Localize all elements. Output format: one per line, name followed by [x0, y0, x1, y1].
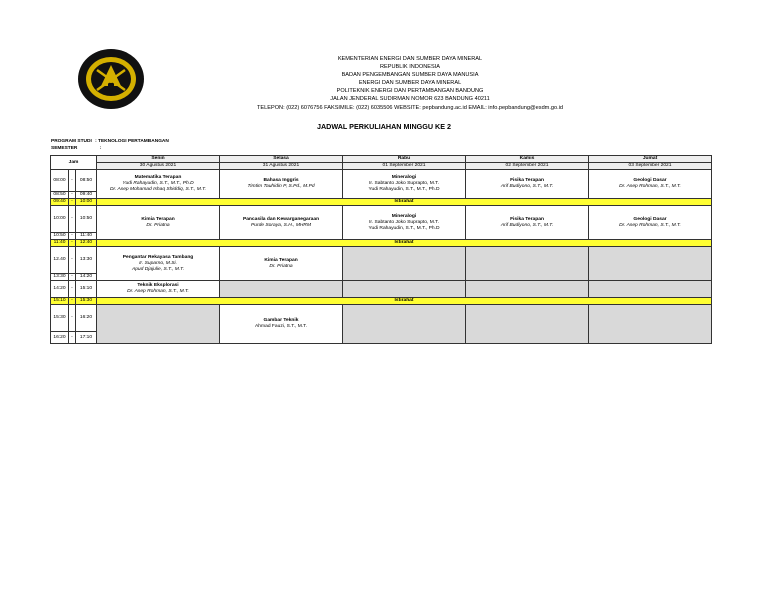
day-date: 30 Agustus 2021	[97, 163, 220, 170]
lecturer: Yudi Rahayudin, S.T., M.T., Ph.D	[368, 187, 440, 192]
course-name: Teknik Eksplorasi	[137, 283, 179, 288]
class-cell	[589, 206, 712, 240]
course-name: Fisika Terapan	[510, 216, 544, 222]
empty-cell	[466, 247, 589, 281]
table-row	[51, 247, 712, 274]
time-start: 15:30	[51, 305, 69, 332]
lecturer: Ir. Sabtanto Joko Suprapto, M.T.	[369, 219, 439, 225]
course-name: Mineralogi	[391, 213, 417, 219]
time-end: 12:40	[76, 240, 97, 247]
letterhead-line: REPUBLIK INDONESIA	[380, 64, 440, 71]
time-dash: -	[69, 298, 76, 305]
lecturer: Timtim Tauhidin P, S.Pd., M.Pd	[247, 184, 315, 189]
course-name: Pancasila dan Kewarganegaraan	[242, 216, 320, 222]
letterhead-line: POLITEKNIK ENERGI DAN PERTAMBANGAN BANDUNG	[336, 88, 484, 95]
course-name: Mineralogi	[391, 175, 417, 180]
lecturer: Purde Soraya, S.H., MHRM	[250, 222, 312, 228]
time-end: 11:40	[76, 233, 97, 240]
lecturer: Dr. Asep Mohamad Ishaq Shiddiq, S.T., M.T.	[109, 187, 207, 192]
day-date: 02 September 2021	[466, 163, 589, 170]
time-dash: -	[69, 192, 76, 199]
time-dash: -	[69, 240, 76, 247]
program-studi-value: : TEKNOLOGI PERTAMBANGAN	[95, 139, 169, 144]
time-start: 14:20	[51, 281, 69, 298]
course-name: Bahasa Inggris	[263, 178, 299, 183]
jam-header: Jam	[51, 156, 97, 170]
time-dash: -	[69, 281, 76, 298]
letterhead-line: JALAN JENDERAL SUDIRMAN NOMOR 623 BANDUNG 40211	[330, 96, 490, 103]
class-cell	[343, 206, 466, 240]
empty-cell	[589, 281, 712, 298]
program-studi-label: PROGRAM STUDI	[51, 139, 92, 144]
class-cell	[97, 247, 220, 281]
lecturer: Yudi Rahayudin, S.T., M.T., Ph.D	[122, 181, 194, 186]
time-dash: -	[69, 206, 76, 233]
class-cell	[97, 206, 220, 240]
empty-cell	[343, 305, 466, 344]
time-dash: -	[69, 247, 76, 274]
lecturer: Apud Djajulie, S.T., M.T.	[131, 266, 185, 272]
table-row	[51, 305, 712, 332]
day-header: Kamis	[466, 156, 589, 163]
break-row	[51, 240, 712, 247]
time-start: 16:20	[51, 332, 69, 344]
time-end: 10:00	[76, 199, 97, 206]
time-start: 15:10	[51, 298, 69, 305]
program-studi	[51, 139, 169, 144]
lecturer: Dr. Asep Rohman, S.T., M.T.	[619, 222, 681, 228]
empty-cell	[589, 247, 712, 281]
time-dash: -	[69, 332, 76, 344]
letterhead-line: KEMENTERIAN ENERGI DAN SUMBER DAYA MINERAL	[337, 56, 483, 62]
day-header: Rabu	[343, 156, 466, 163]
lecturer: Ahmad Fauzi, S.T., M.T.	[255, 324, 307, 329]
time-end: 14:20	[76, 274, 97, 281]
day-header: Selasa	[220, 156, 343, 163]
lecturer: Dr. Asep Rohman, S.T., M.T.	[127, 289, 189, 294]
table-row	[51, 206, 712, 233]
class-cell	[466, 206, 589, 240]
time-dash: -	[69, 305, 76, 332]
lecturer: Dr. Priatna	[146, 222, 170, 228]
time-end: 09:40	[76, 192, 97, 199]
class-cell	[343, 170, 466, 199]
course-name: Fisika Terapan	[510, 178, 544, 183]
empty-cell	[220, 281, 343, 298]
time-start: 11:40	[51, 240, 69, 247]
class-cell	[220, 305, 343, 344]
time-end: 17:10	[76, 332, 97, 344]
break-row	[51, 298, 712, 305]
letterhead-line: TELEPON: (022) 6076756 FAKSIMILE: (022) 6035506 WEBSITE: pepbandung.ac.id EMAIL: info.pepbandung@esdm.go.id	[256, 104, 564, 111]
time-dash: -	[69, 274, 76, 281]
time-end: 16:20	[76, 305, 97, 332]
semester-value: :	[99, 146, 102, 151]
course-name: Pengantar Rekayasa Tambang	[122, 254, 194, 260]
time-start: 08:50	[51, 192, 69, 199]
time-end: 13:30	[76, 247, 97, 274]
course-name: Geologi Dasar	[633, 178, 667, 183]
day-date: 01 September 2021	[343, 163, 466, 170]
course-name: Matematika Terapan	[134, 175, 182, 180]
lecturer: Yudi Rahayudin, S.T., M.T., Ph.D	[368, 225, 440, 231]
letterhead-line: ENERGI DAN SUMBER DAYA MINERAL	[358, 80, 462, 87]
time-dash: -	[69, 233, 76, 240]
course-name: Gambar Teknik	[263, 318, 299, 323]
break-label: Istirahat	[97, 240, 712, 247]
schedule-title: JADWAL PERKULIAHAN MINGGU KE 2	[316, 122, 452, 131]
time-start: 10:00	[51, 206, 69, 233]
lecturer: Ir. Sabtanto Joko Suprapto, M.T.	[369, 181, 439, 186]
empty-cell	[589, 305, 712, 344]
time-end: 15:10	[76, 281, 97, 298]
class-cell	[220, 206, 343, 240]
class-cell	[220, 170, 343, 199]
time-start: 09:40	[51, 199, 69, 206]
time-start: 10:50	[51, 233, 69, 240]
lecturer: Ir. Suparno, M.Si.	[139, 260, 177, 266]
break-label: Istirahat	[97, 298, 712, 305]
semester	[51, 146, 101, 151]
schedule-table	[50, 155, 712, 344]
table-row	[51, 281, 712, 298]
day-date: 31 Agustus 2021	[220, 163, 343, 170]
empty-cell	[466, 281, 589, 298]
letterhead	[200, 55, 620, 112]
table-row	[51, 170, 712, 192]
lecturer: Arif Budiyono, S.T., M.T.	[500, 184, 554, 189]
time-start: 12.40	[51, 247, 69, 274]
time-end: 08:50	[76, 170, 97, 192]
empty-cell	[343, 281, 466, 298]
time-end: 15:30	[76, 298, 97, 305]
break-label: Istirahat	[97, 199, 712, 206]
time-end: 10:50	[76, 206, 97, 233]
class-cell	[97, 281, 220, 298]
time-dash: -	[69, 170, 76, 192]
institution-logo	[77, 48, 145, 110]
empty-cell	[343, 247, 466, 281]
lecturer: Dr. Asep Rohman, S.T., M.T.	[619, 184, 681, 189]
class-cell	[97, 170, 220, 199]
day-header: Jumat	[589, 156, 712, 163]
course-name: Geologi Dasar	[633, 216, 667, 222]
empty-cell	[466, 305, 589, 344]
lecturer: Dr. Priatna	[269, 263, 293, 269]
semester-label: SEMESTER	[51, 146, 78, 151]
course-name: Kimia Terapan	[141, 216, 175, 222]
time-start: 13:30	[51, 274, 69, 281]
day-date: 03 September 2021	[589, 163, 712, 170]
letterhead-line: BADAN PENGEMBANGAN SUMBER DAYA MANUSIA	[341, 72, 479, 79]
class-cell	[466, 170, 589, 199]
time-start: 08:00	[51, 170, 69, 192]
class-cell	[589, 170, 712, 199]
day-header: Senin	[97, 156, 220, 163]
class-cell	[220, 247, 343, 281]
lecturer: Arif Budiyono, S.T., M.T.	[500, 222, 554, 228]
course-name: Kimia Terapan	[264, 257, 298, 263]
time-dash: -	[69, 199, 76, 206]
empty-cell	[97, 305, 220, 344]
break-row	[51, 199, 712, 206]
